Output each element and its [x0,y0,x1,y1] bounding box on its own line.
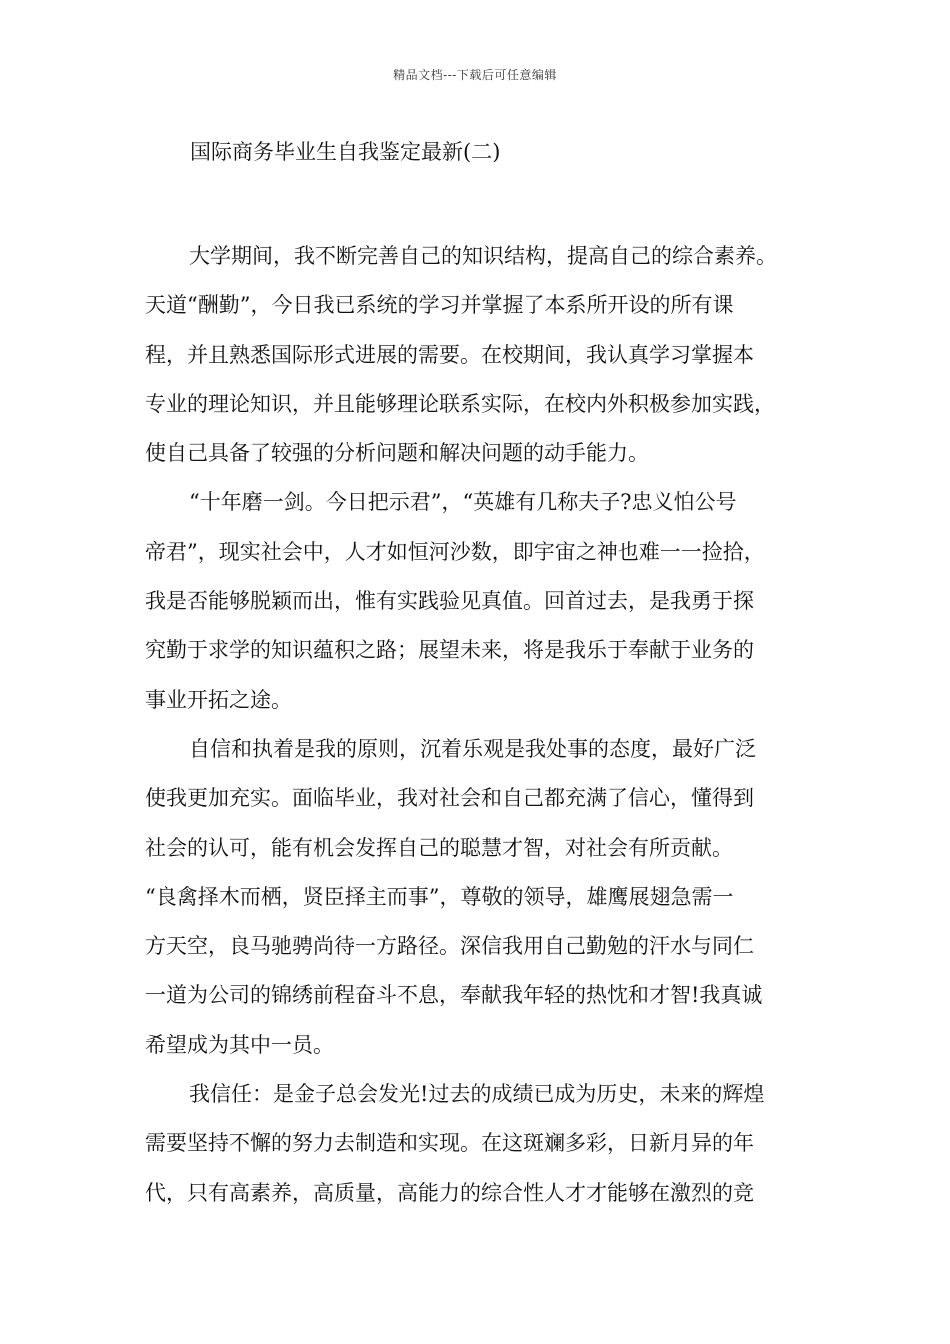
paragraph-line: 程，并且熟悉国际形式进展的需要。在校期间，我认真学习掌握本 [145,342,754,367]
paragraph-line: 使我更加充实。面临毕业，我对社会和自己都充满了信心，懂得到 [145,786,754,811]
paragraph-line: 我是否能够脱颖而出，惟有实践验见真值。回首过去，是我勇于探 [145,589,754,614]
paragraph-3 [145,725,825,1070]
document-body [145,232,825,1218]
paragraph-line: 一道为公司的锦绣前程奋斗不息，奉献我年轻的热忱和才智!我真诚 [145,983,763,1008]
paragraph-1 [145,232,825,478]
paragraph-line: “良禽择木而栖，贤臣择主而事”，尊敬的领导，雄鹰展翅急需一 [145,884,734,909]
paragraph-line: 需要坚持不懈的努力去制造和实现。在这斑斓多彩，日新月异的年 [145,1131,754,1156]
paragraph-line: 帝君”，现实社会中，人才如恒河沙数，即宇宙之神也难一一捡拾， [145,539,765,564]
paragraph-2 [145,478,825,724]
page-header: 精品文档---下载后可任意编辑 [393,68,557,82]
paragraph-line: 大学期间，我不断完善自己的知识结构，提高自己的综合素养。 [189,244,777,268]
paragraph-line: 天道“酬勤”，今日我已系统的学习并掌握了本系所开设的所有课 [145,293,734,318]
paragraph-line: 专业的理论知识，并且能够理论联系实际，在校内外积极参加实践， [145,391,775,416]
paragraph-line: “十年磨一剑。今日把示君”，“英雄有几称夫子?忠义怕公号 [189,490,737,515]
document-title: 国际商务毕业生自我鉴定最新(二) [190,140,501,164]
paragraph-line: 社会的认可，能有机会发挥自己的聪慧才智，对社会有所贡献。 [145,835,733,860]
paragraph-line: 方天空，良马驰骋尚待一方路径。深信我用自己勤勉的汗水与同仁 [145,934,754,959]
paragraph-4 [145,1070,825,1218]
paragraph-line: 希望成为其中一员。 [145,1032,334,1057]
paragraph-line: 自信和执着是我的原则，沉着乐观是我处事的态度，最好广泛 [189,736,756,761]
paragraph-line: 究勤于求学的知识蕴积之路；展望未来，将是我乐于奉献于业务的 [145,638,754,663]
paragraph-line: 事业开拓之途。 [145,687,292,712]
paragraph-line: 代，只有高素养，高质量，高能力的综合性人才才能够在激烈的竞 [145,1180,754,1205]
paragraph-line: 使自己具备了较强的分析问题和解决问题的动手能力。 [145,441,649,466]
paragraph-line: 我信任：是金子总会发光!过去的成绩已成为历史，未来的辉煌 [189,1082,765,1107]
